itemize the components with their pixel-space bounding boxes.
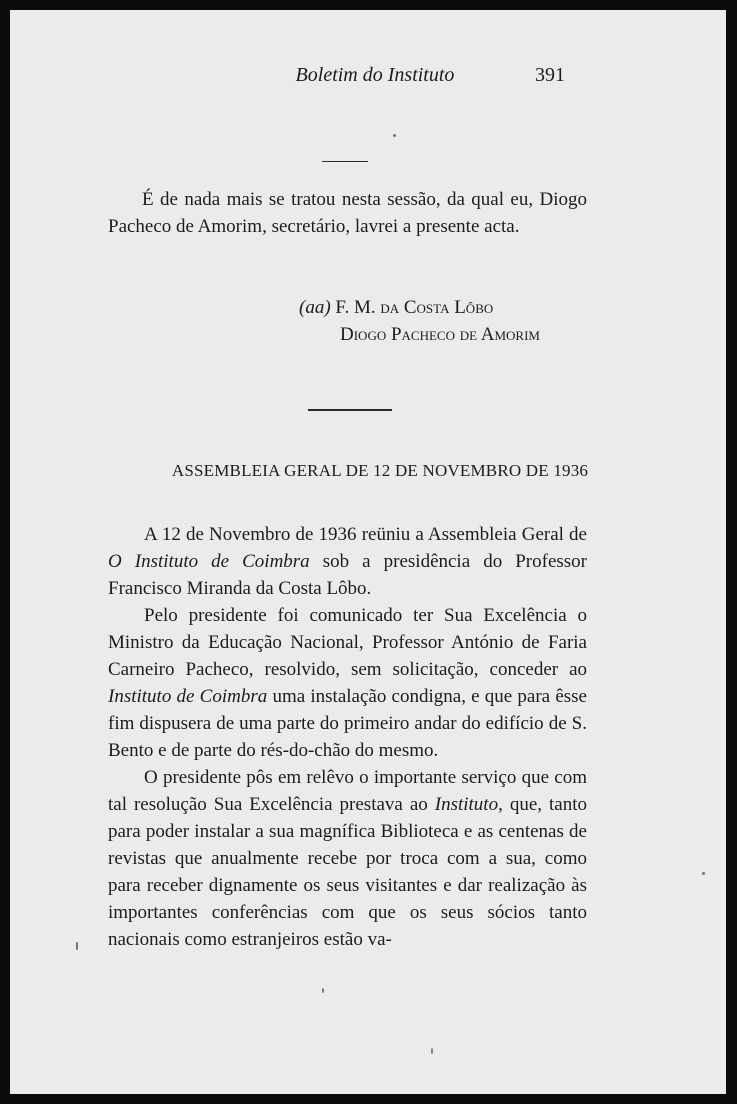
p2-institution-name: Instituto de Coimbra: [108, 686, 268, 707]
p2-text-start: Pelo presidente foi comunicado ter Sua Excelência o Ministro da Educação Nacional, Professor António de Faria Carneiro Pacheco, resolvido, sem solicitação, conceder ao: [108, 605, 587, 680]
closing-paragraph: É de nada mais se tratou nesta sessão, da qual eu, Diogo Pacheco de Amorim, secretário, lavrei a presente acta.: [108, 189, 587, 237]
p1-text-start: A 12 de Novembro de 1936 reüniu a Assembleia Geral de: [144, 524, 587, 545]
p3-text-start: O presidente pôs em relêvo o importante serviço que com tal resolução Sua Excelência prestava ao: [108, 767, 587, 815]
page-number: 391: [535, 64, 565, 86]
p1-text-end: sob a presidência do Professor Francisco Miranda da Costa Lôbo.: [108, 551, 588, 599]
paper-speck: [76, 942, 78, 950]
paper-speck: [431, 1048, 433, 1054]
body-paragraph-1: [108, 521, 587, 602]
paper-speck: [702, 872, 705, 875]
short-rule-divider: [322, 161, 368, 162]
signature-block: [299, 294, 540, 348]
body-paragraph-3: [108, 764, 587, 953]
running-title: Boletim do Instituto: [295, 64, 455, 86]
signature-line-1: [299, 294, 540, 321]
signature-name-2: Diogo Pacheco de Amorim: [340, 324, 540, 345]
paper-speck: [393, 134, 396, 137]
paper-speck: [322, 988, 324, 993]
p2-text-end: uma instalação condigna, e que para êsse fim dispusera de uma parte do primeiro andar do edifício de S. Bento e de parte do rés-do-chão do mesmo.: [108, 686, 587, 761]
p3-institution-name: Instituto,: [434, 794, 503, 815]
signature-prefix: (aa): [299, 297, 331, 318]
signature-name-1: F. M. da Costa Lôbo: [335, 297, 494, 318]
document-page: [10, 10, 726, 1094]
body-paragraph-2: [108, 602, 587, 764]
section-heading: ASSEMBLEIA GERAL DE 12 DE NOVEMBRO DE 1936: [171, 461, 589, 480]
p1-institution-name: O Instituto de Coimbra: [108, 551, 310, 572]
p3-text-end: que, tanto para poder instalar a sua magnífica Biblioteca e as centenas de revistas que anualmente recebe por troca com a sua, como para receber dignamente os seus visitantes e dar realização às importantes conferências com que os seus sócios tanto nacionais como estranjeiros estão va-: [108, 794, 587, 950]
section-rule-divider: [308, 409, 392, 411]
